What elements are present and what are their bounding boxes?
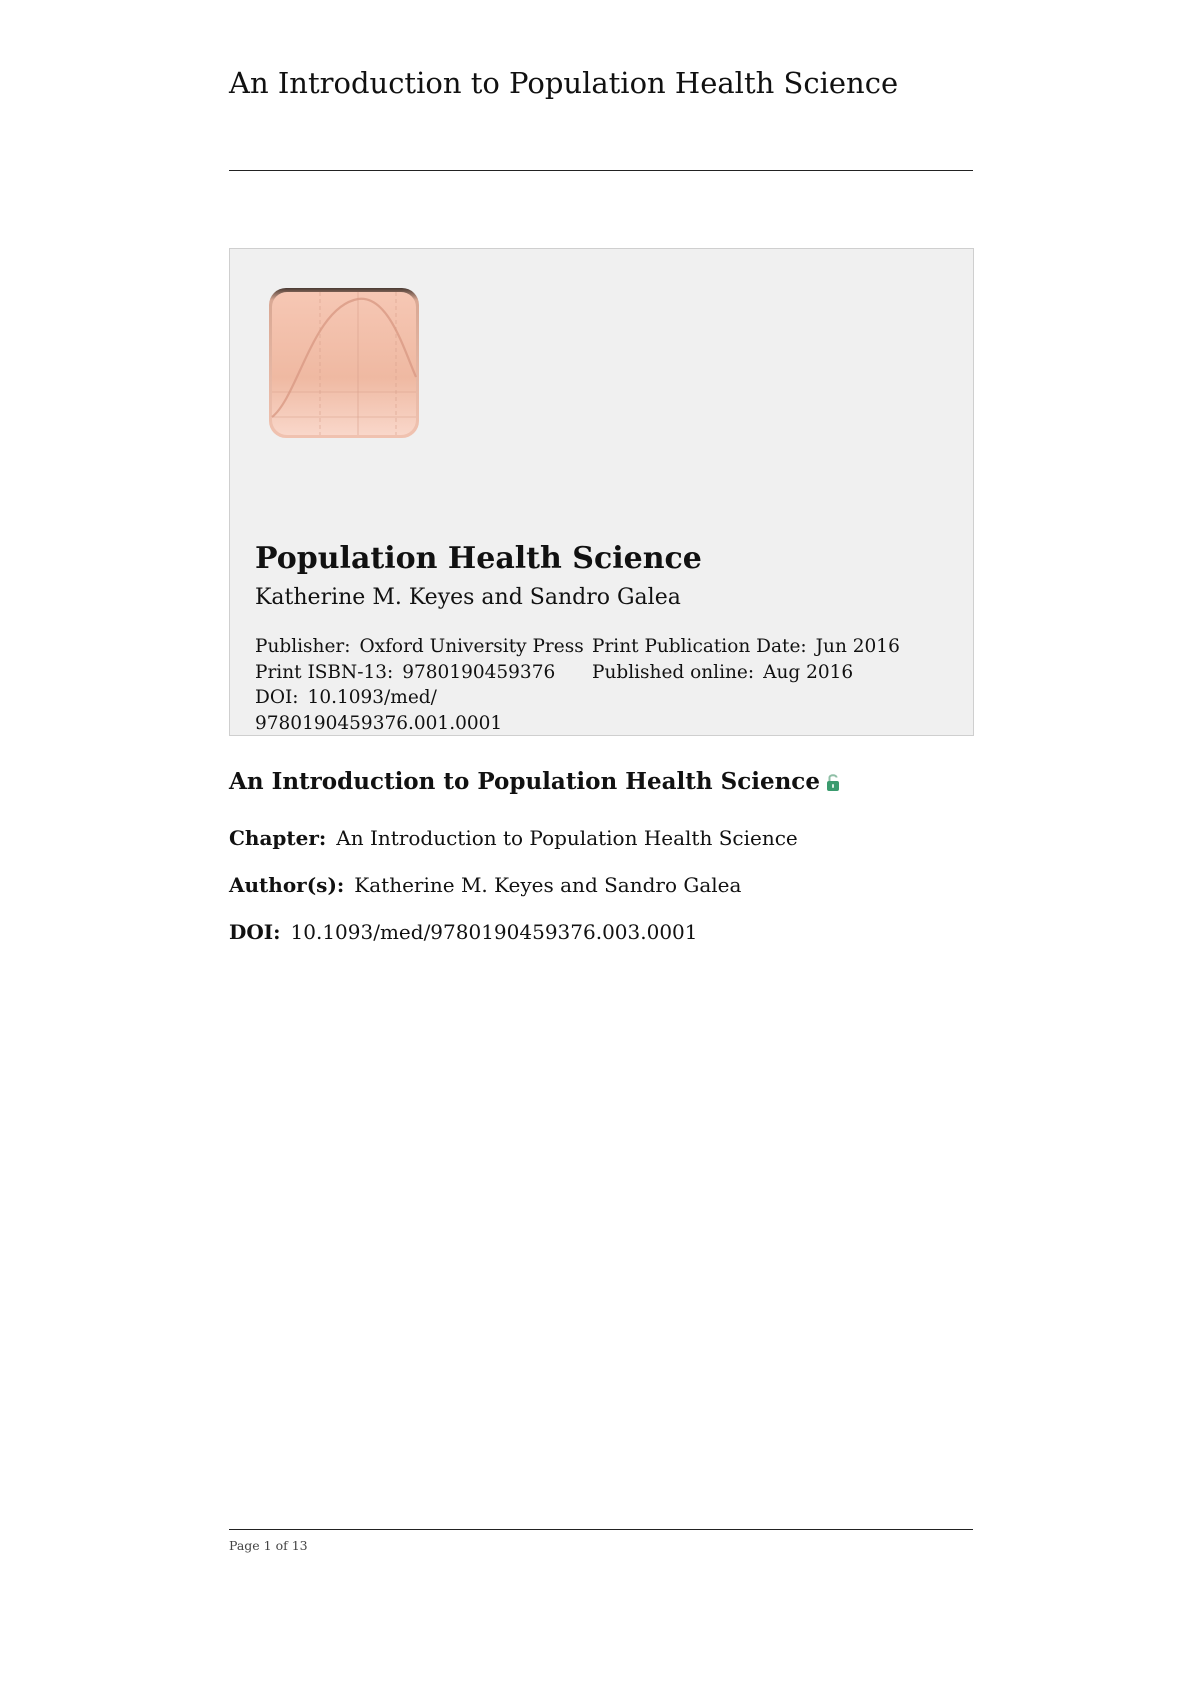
book-authors: Katherine M. Keyes and Sandro Galea [255, 585, 681, 610]
unlocked-padlock-icon [826, 771, 840, 793]
authors-value: Katherine M. Keyes and Sandro Galea [354, 873, 742, 897]
footer-divider [229, 1529, 973, 1530]
book-doi-row [255, 685, 585, 711]
book-title: Population Health Science [255, 541, 702, 576]
chapter-heading-text[interactable]: An Introduction to Population Health Science [229, 768, 820, 795]
book-meta-left [255, 634, 585, 736]
running-header: An Introduction to Population Health Science [229, 66, 899, 100]
book-meta-right [592, 634, 952, 685]
authors-label: Author(s): [229, 873, 345, 897]
online-date-row [592, 660, 952, 686]
publisher-value: Oxford University Press [359, 636, 584, 657]
book-doi-label: DOI: [255, 687, 299, 708]
chapter-doi-label: DOI: [229, 920, 281, 944]
online-date-value: Aug 2016 [763, 661, 854, 683]
book-doi-row-continued [255, 711, 585, 737]
chapter-value: An Introduction to Population Health Science [336, 826, 798, 850]
authors-info-row [229, 873, 741, 897]
isbn-label: Print ISBN-13: [255, 661, 394, 683]
chapter-label: Chapter: [229, 826, 327, 850]
chapter-heading [229, 768, 840, 795]
print-date-label: Print Publication Date: [592, 636, 807, 657]
print-date-value: Jun 2016 [815, 636, 900, 657]
chapter-info-row [229, 826, 798, 850]
publisher-row [255, 634, 585, 660]
header-divider [229, 170, 973, 171]
isbn-value: 9780190459376 [402, 661, 556, 683]
book-doi-value-line1[interactable]: 10.1093/med/ [307, 687, 437, 708]
bell-curve-book-cover-icon[interactable] [268, 287, 420, 439]
doi-info-row [229, 920, 698, 944]
online-date-label: Published online: [592, 661, 755, 683]
isbn-row [255, 660, 585, 686]
print-date-row [592, 634, 952, 660]
chapter-doi-value[interactable]: 10.1093/med/9780190459376.003.0001 [290, 920, 698, 944]
book-doi-value-line2[interactable]: 9780190459376.001.0001 [255, 712, 503, 734]
page-number: Page 1 of 13 [229, 1538, 308, 1553]
publisher-label: Publisher: [255, 636, 351, 657]
book-info-card [229, 248, 974, 736]
